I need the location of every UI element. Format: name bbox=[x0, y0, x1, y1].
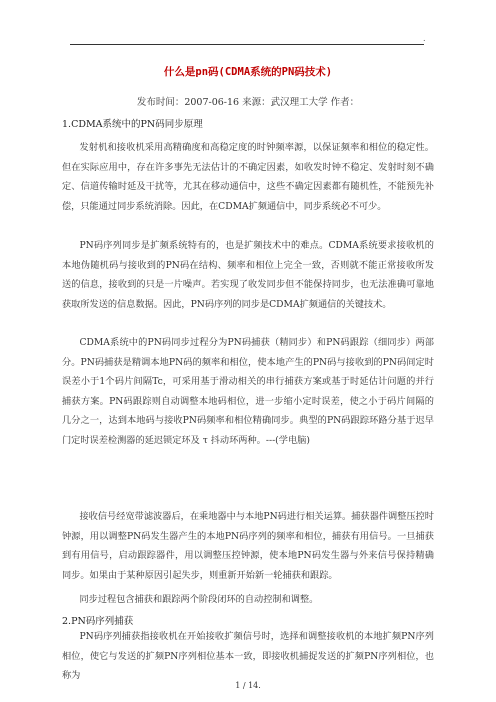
section-heading-2: 2.PN码序列捕获 bbox=[62, 616, 134, 627]
paragraph-4: 接收信号经宽带滤波器后，在乘地器中与本地PN码进行相关运算。捕获器件调整压控时钟源，用以调整PN码发生器产生的本地PN码序列的频率和相位，捕获有用信号。一旦捕获到有用信号，启动跟踪器件，用以调整压控钟源，使本地PN码发生器与外来信号保持精确同步。如果由于某种原因引起失步，则重新开始新一轮捕获和跟踪。 bbox=[62, 511, 434, 581]
section-heading-1: 1.CDMA系统中的PN码同步原理 bbox=[62, 119, 203, 130]
paragraph-3: CDMA系统中的PN码同步过程分为PN码捕获（精同步）和PN码跟踪（细同步）两部分。PN码捕获是精调本地PN码的频率和相位，使本地产生的PN码与接收到的PN码间定时误差小于1个码片间隔Tc，可采用基于滑动相关的串行捕获方案或基于时延估计问题的并行捕获方案。PN码跟踪则自动调整本地码相位，进一步缩小定时误差，使之小于码片间隔的几分之一，达到本地码与接收PN码频率和相位精确同步。典型的PN码跟踪环路分基于迟早门定时误差检测器的延迟锁定环及 τ 抖动环两种。---(学电脑) bbox=[62, 337, 434, 446]
article-meta: 发布时间：2007-06-16 来源：武汉理工大学 作者： bbox=[136, 97, 360, 108]
paragraph-5: 同步过程包含捕获和跟踪两个阶段闭环的自动控制和调整。 bbox=[79, 594, 319, 605]
paragraph-6: PN码序列捕获指接收机在开始接收扩频信号时，选择和调整接收机的本地扩频PN序列相位，使它与发送的扩频PN序列相位基本一致，即接收机捕捉发送的扩频PN序列相位，也称为 bbox=[62, 631, 434, 681]
header-rule bbox=[70, 44, 424, 45]
paragraph-2: PN码序列同步是扩频系统特有的，也是扩频技术中的难点。CDMA系统要求接收机的本地伪随机码与接收到的PN码在结构、频率和相位上完全一致，否则就不能正常接收所发送的信息，接收到的只是一片噪声。若实现了收发同步但不能保持同步，也无法准确可靠地获取所发送的信息数据。因此，PN码序列的同步是CDMA扩频通信的关键技术。 bbox=[62, 240, 434, 310]
article-title: 什么是pn码(CDMA系统的PN码技术) bbox=[163, 66, 333, 78]
paragraph-1: 发射机和接收机采用高精确度和高稳定度的时钟频率源，以保证频率和相位的稳定性。但在实际应用中，存在许多事先无法估计的不确定因素，如收发时钟不稳定、发射时刻不确定、信道传输时延及干扰等，尤其在移动通信中，这些不确定因素都有随机性，不能预先补偿，只能通过同步系统消除。因此，在CDMA扩频通信中，同步系统必不可少。 bbox=[62, 142, 434, 212]
page-number: 1 / 14. bbox=[235, 681, 261, 690]
header-mark: . bbox=[423, 34, 426, 43]
